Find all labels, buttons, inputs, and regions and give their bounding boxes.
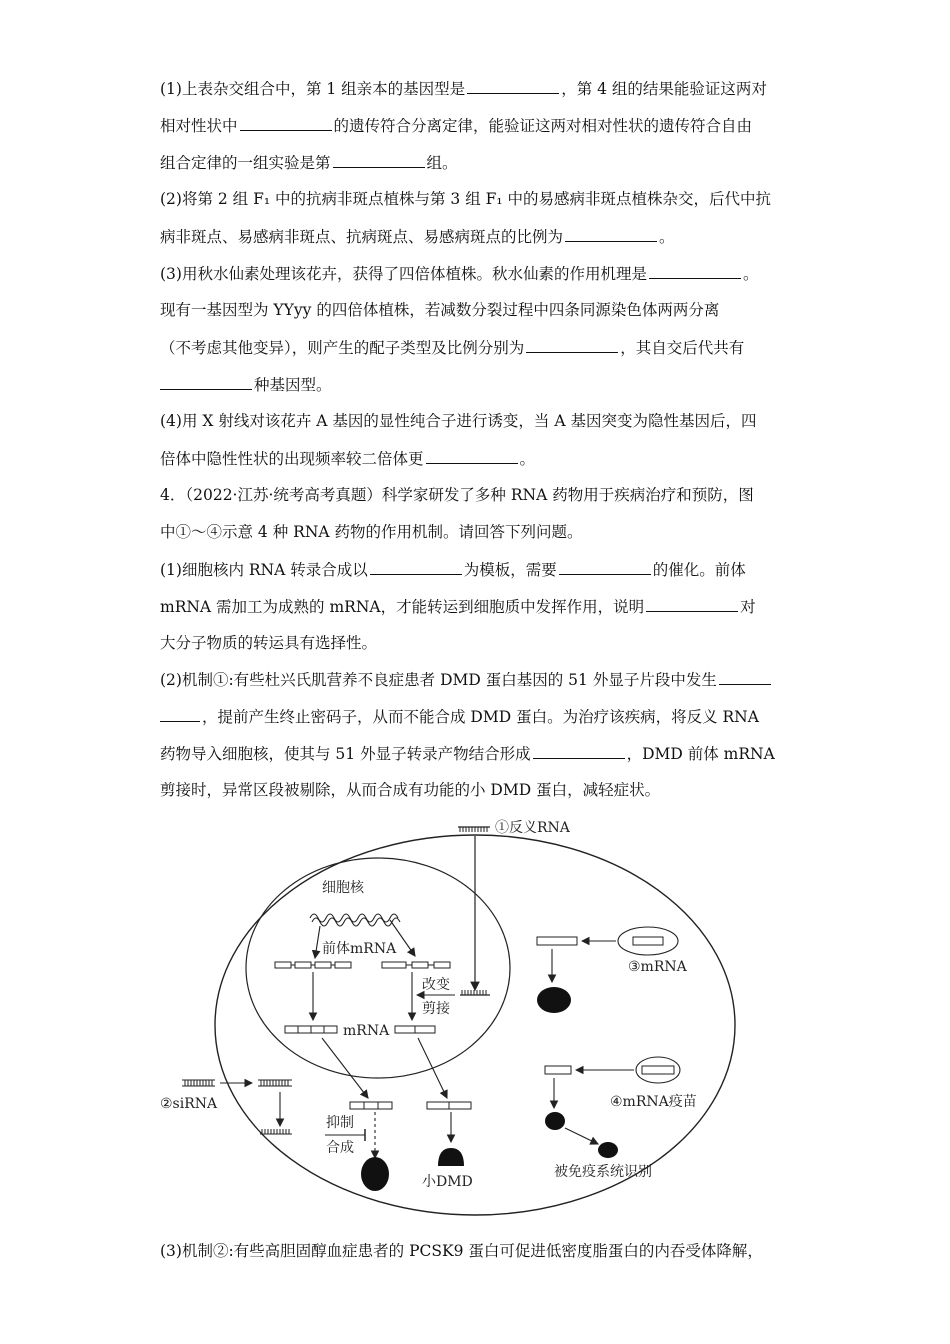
q3-p1-line2 — [160, 114, 800, 137]
text: (3)用秋水仙素处理该花卉，获得了四倍体植株。秋水仙素的作用机理是 — [160, 265, 647, 283]
answer-blank[interactable] — [533, 742, 625, 759]
text: 病非斑点、易感病非斑点、抗病斑点、易感病斑点的比例为 — [160, 228, 564, 246]
text: mRNA 需加工为成熟的 mRNA，才能转运到细胞质中发挥作用，说明 — [160, 598, 645, 616]
answer-blank[interactable] — [426, 447, 518, 464]
q4-s1-line3: 大分子物质的转运具有选择性。 — [160, 634, 378, 652]
label-pre-mrna: 前体mRNA — [322, 941, 397, 957]
q3-p4-line2 — [160, 447, 800, 470]
q4-s1-line2 — [160, 595, 800, 618]
answer-blank[interactable] — [646, 595, 738, 612]
label-immune: 被免疫系统识别 — [554, 1164, 652, 1180]
text: 。 — [519, 450, 536, 468]
answer-blank[interactable] — [565, 225, 657, 242]
q3-p2-line1: (2)将第 2 组 F₁ 中的抗病非斑点植株与第 3 组 F₁ 中的易感病非斑点植株杂交，后代中抗 — [160, 190, 772, 208]
label-sirna: ②siRNA — [160, 1096, 218, 1112]
mature-mrna-right — [395, 1026, 435, 1033]
q4-s2-line4: 剪接时，异常区段被剔除，从而合成有功能的小 DMD 蛋白，减轻症状。 — [160, 781, 661, 799]
mature-mrna-left — [285, 1026, 337, 1033]
q3-p4-line1: (4)用 X 射线对该花卉 A 基因的显性纯合子进行诱变，当 A 基因突变为隐性基因后，四 — [160, 412, 757, 430]
q4-header-line1: 4．（2022·江苏·统考高考真题）科学家研发了多种 RNA 药物用于疾病治疗和预防，图 — [160, 486, 754, 504]
antisense-rna-icon — [458, 827, 490, 832]
text: 对 — [740, 598, 756, 616]
text: 组合定律的一组实验是第 — [160, 154, 331, 172]
label-vaccine: ④mRNA疫苗 — [610, 1094, 697, 1110]
label-mrna3: ③mRNA — [628, 959, 687, 975]
cytoplasm-mrna-right — [427, 1102, 471, 1109]
text: ，DMD 前体 mRNA — [626, 745, 775, 763]
label-synthesis: 合成 — [326, 1140, 354, 1156]
protein-blob — [361, 1157, 389, 1191]
text: （不考虑其他变异），则产生的配子类型及比例分别为 — [160, 339, 525, 357]
antisense-rna-bound-icon — [460, 990, 490, 995]
q4-header-line2: 中①～④示意 4 种 RNA 药物的作用机制。请回答下列问题。 — [160, 523, 583, 541]
label-mrna: mRNA — [343, 1023, 390, 1039]
answer-blank[interactable] — [526, 336, 618, 353]
text: 倍体中隐性性状的出现频率较二倍体更 — [160, 450, 424, 468]
cytoplasm-mrna-left — [350, 1102, 392, 1109]
text: 组。 — [426, 154, 458, 172]
q3-p3-line2: 现有一基因型为 YYyy 的四倍体植株，若减数分裂过程中四条同源染色体两两分离 — [160, 301, 720, 319]
q3-p3-line3 — [160, 336, 800, 359]
label-change: 改变 — [422, 977, 450, 993]
text: (1)细胞核内 RNA 转录合成以 — [160, 561, 368, 579]
text: (1)上表杂交组合中，第 1 组亲本的基因型是 — [160, 80, 466, 98]
sirna-icon — [182, 1080, 215, 1086]
answer-blank[interactable] — [467, 77, 559, 94]
answer-blank[interactable] — [559, 558, 651, 575]
q4-s1-line1 — [160, 558, 800, 581]
q3-p1-line1 — [160, 77, 800, 100]
sirna-single-icon — [260, 1129, 292, 1134]
answer-blank[interactable] — [370, 558, 462, 575]
vesicle-mrna — [633, 937, 663, 945]
small-dmd-protein — [438, 1148, 464, 1166]
text: ，提前产生终止密码子，从而不能合成 DMD 蛋白。为治疗该疾病，将反义 RNA — [202, 708, 759, 726]
pre-mrna-right — [382, 962, 450, 968]
answer-blank[interactable] — [160, 705, 200, 722]
q3-p2-line2 — [160, 225, 800, 248]
label-antisense-rna: ①反义RNA — [495, 820, 570, 836]
answer-blank[interactable] — [160, 373, 252, 390]
q3-p3-line4 — [160, 373, 800, 396]
pre-mrna-left — [275, 962, 351, 968]
q4-s2-line1 — [160, 668, 800, 691]
text: 为模板，需要 — [463, 561, 557, 579]
text: 种基因型。 — [254, 376, 332, 394]
antigen-protein — [545, 1112, 565, 1130]
q3-p1-line3 — [160, 151, 800, 174]
text: 药物导入细胞核，使其与 51 外显子转录产物结合形成 — [160, 745, 531, 763]
q3-p3-line1 — [160, 262, 800, 285]
label-small-dmd: 小DMD — [422, 1174, 473, 1190]
text: (2)机制①:有些杜兴氏肌营养不良症患者 DMD 蛋白基因的 51 外显子片段中发生 — [160, 671, 717, 689]
dna-strand-a — [310, 914, 398, 922]
text: 相对性状中 — [160, 117, 238, 135]
text: 。 — [742, 265, 759, 283]
text: ，其自交后代共有 — [620, 339, 745, 357]
label-nucleus: 细胞核 — [322, 880, 364, 896]
rna-drug-mechanism-diagram — [150, 810, 800, 1220]
protein-product — [537, 987, 571, 1013]
q4-s2-line3 — [160, 742, 800, 765]
label-inhibit: 抑制 — [326, 1115, 354, 1131]
q4-s2-line2 — [160, 705, 800, 728]
answer-blank[interactable] — [333, 151, 425, 168]
text: 的催化。前体 — [652, 561, 746, 579]
q4-s3-line1: (3)机制②:有些高胆固醇血症患者的 PCSK9 蛋白可促进低密度脂蛋白的内吞受体降解， — [160, 1242, 763, 1260]
text: ，第 4 组的结果能验证这两对 — [561, 80, 767, 98]
vaccine-mrna — [642, 1066, 674, 1074]
text: 的遗传符合分离定律，能验证这两对相对性状的遗传符合自由 — [333, 117, 753, 135]
answer-blank[interactable] — [719, 668, 771, 685]
answer-blank[interactable] — [240, 114, 332, 131]
mrna-drug-released — [537, 937, 577, 945]
text: 。 — [659, 228, 675, 246]
vaccine-mrna-released — [545, 1066, 571, 1074]
label-splice: 剪接 — [422, 1001, 450, 1017]
sirna-complex-icon — [258, 1080, 292, 1086]
antigen-secreted — [598, 1142, 618, 1158]
answer-blank[interactable] — [649, 262, 741, 279]
